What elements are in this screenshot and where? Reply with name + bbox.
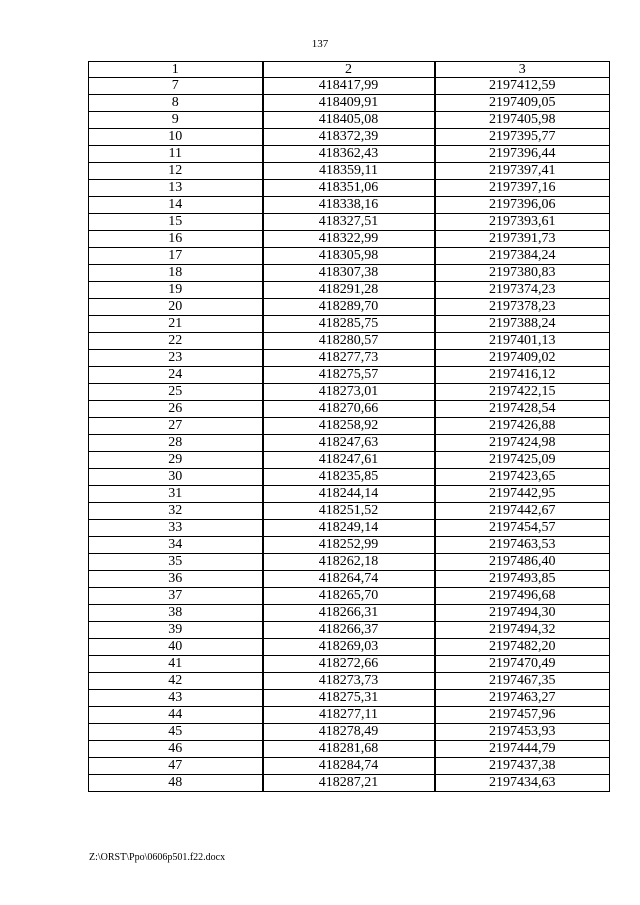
y-coordinate-cell: 2197424,98: [435, 435, 610, 452]
point-number-cell: 42: [89, 673, 263, 690]
point-number-cell: 19: [89, 282, 263, 299]
x-coordinate-cell: 418284,74: [263, 758, 435, 775]
y-coordinate-cell: 2197457,96: [435, 707, 610, 724]
x-coordinate-cell: 418277,73: [263, 350, 435, 367]
x-coordinate-cell: 418258,92: [263, 418, 435, 435]
point-number-cell: 32: [89, 503, 263, 520]
y-coordinate-cell: 2197422,15: [435, 384, 610, 401]
x-coordinate-cell: 418247,61: [263, 452, 435, 469]
footer-file-path: Z:\ORST\Ppo\0606p501.f22.docx: [89, 852, 226, 863]
point-number-cell: 45: [89, 724, 263, 741]
table-row: [89, 367, 610, 384]
x-coordinate-cell: 418280,57: [263, 333, 435, 350]
x-coordinate-cell: 418266,37: [263, 622, 435, 639]
y-coordinate-cell: 2197423,65: [435, 469, 610, 486]
y-coordinate-cell: 2197437,38: [435, 758, 610, 775]
x-coordinate-cell: 418262,18: [263, 554, 435, 571]
point-number-cell: 8: [89, 95, 263, 112]
y-coordinate-cell: 2197496,68: [435, 588, 610, 605]
y-coordinate-cell: 2197426,88: [435, 418, 610, 435]
point-number-cell: 25: [89, 384, 263, 401]
x-coordinate-cell: 418285,75: [263, 316, 435, 333]
table-row: [89, 418, 610, 435]
table-row: [89, 656, 610, 673]
y-coordinate-cell: 2197405,98: [435, 112, 610, 129]
x-coordinate-cell: 418252,99: [263, 537, 435, 554]
point-number-cell: 39: [89, 622, 263, 639]
y-coordinate-cell: 2197391,73: [435, 231, 610, 248]
point-number-cell: 20: [89, 299, 263, 316]
y-coordinate-cell: 2197380,83: [435, 265, 610, 282]
point-number-cell: 27: [89, 418, 263, 435]
y-coordinate-cell: 2197384,24: [435, 248, 610, 265]
header-cell-point-number: 1: [89, 62, 263, 78]
point-number-cell: 22: [89, 333, 263, 350]
point-number-cell: 17: [89, 248, 263, 265]
table-row: [89, 333, 610, 350]
x-coordinate-cell: 418327,51: [263, 214, 435, 231]
x-coordinate-cell: 418372,39: [263, 129, 435, 146]
y-coordinate-cell: 2197493,85: [435, 571, 610, 588]
x-coordinate-cell: 418289,70: [263, 299, 435, 316]
point-number-cell: 18: [89, 265, 263, 282]
table-row: [89, 384, 610, 401]
table-row: [89, 265, 610, 282]
point-number-cell: 31: [89, 486, 263, 503]
point-number-cell: 23: [89, 350, 263, 367]
y-coordinate-cell: 2197434,63: [435, 775, 610, 792]
coordinates-table: [88, 61, 610, 792]
table-body: [89, 62, 610, 792]
y-coordinate-cell: 2197494,32: [435, 622, 610, 639]
x-coordinate-cell: 418277,11: [263, 707, 435, 724]
point-number-cell: 26: [89, 401, 263, 418]
x-coordinate-cell: 418359,11: [263, 163, 435, 180]
y-coordinate-cell: 2197467,35: [435, 673, 610, 690]
x-coordinate-cell: 418264,74: [263, 571, 435, 588]
x-coordinate-cell: 418273,01: [263, 384, 435, 401]
y-coordinate-cell: 2197397,16: [435, 180, 610, 197]
table-row: [89, 299, 610, 316]
table-row: [89, 469, 610, 486]
y-coordinate-cell: 2197486,40: [435, 554, 610, 571]
table-row: [89, 741, 610, 758]
x-coordinate-cell: 418322,99: [263, 231, 435, 248]
y-coordinate-cell: 2197463,27: [435, 690, 610, 707]
table-row: [89, 673, 610, 690]
x-coordinate-cell: 418362,43: [263, 146, 435, 163]
x-coordinate-cell: 418275,57: [263, 367, 435, 384]
y-coordinate-cell: 2197393,61: [435, 214, 610, 231]
y-coordinate-cell: 2197401,13: [435, 333, 610, 350]
y-coordinate-cell: 2197470,49: [435, 656, 610, 673]
y-coordinate-cell: 2197454,57: [435, 520, 610, 537]
table-row: [89, 435, 610, 452]
table-row: [89, 112, 610, 129]
x-coordinate-cell: 418251,52: [263, 503, 435, 520]
table-row: [89, 316, 610, 333]
y-coordinate-cell: 2197416,12: [435, 367, 610, 384]
x-coordinate-cell: 418281,68: [263, 741, 435, 758]
y-coordinate-cell: 2197412,59: [435, 78, 610, 95]
y-coordinate-cell: 2197409,05: [435, 95, 610, 112]
table-row: [89, 520, 610, 537]
y-coordinate-cell: 2197374,23: [435, 282, 610, 299]
x-coordinate-cell: 418405,08: [263, 112, 435, 129]
x-coordinate-cell: 418409,91: [263, 95, 435, 112]
point-number-cell: 29: [89, 452, 263, 469]
point-number-cell: 9: [89, 112, 263, 129]
table-row: [89, 775, 610, 792]
point-number-cell: 13: [89, 180, 263, 197]
x-coordinate-cell: 418247,63: [263, 435, 435, 452]
y-coordinate-cell: 2197395,77: [435, 129, 610, 146]
table-row: [89, 571, 610, 588]
point-number-cell: 14: [89, 197, 263, 214]
y-coordinate-cell: 2197442,95: [435, 486, 610, 503]
point-number-cell: 21: [89, 316, 263, 333]
point-number-cell: 12: [89, 163, 263, 180]
table-row: [89, 95, 610, 112]
point-number-cell: 38: [89, 605, 263, 622]
table-row: [89, 639, 610, 656]
point-number-cell: 34: [89, 537, 263, 554]
table-row: [89, 503, 610, 520]
point-number-cell: 16: [89, 231, 263, 248]
table-row: [89, 588, 610, 605]
x-coordinate-cell: 418265,70: [263, 588, 435, 605]
point-number-cell: 40: [89, 639, 263, 656]
x-coordinate-cell: 418351,06: [263, 180, 435, 197]
table-row: [89, 758, 610, 775]
point-number-cell: 24: [89, 367, 263, 384]
table-row: [89, 707, 610, 724]
point-number-cell: 30: [89, 469, 263, 486]
table-row: [89, 78, 610, 95]
table-header-row: [89, 62, 610, 78]
table-row: [89, 163, 610, 180]
y-coordinate-cell: 2197388,24: [435, 316, 610, 333]
y-coordinate-cell: 2197442,67: [435, 503, 610, 520]
point-number-cell: 36: [89, 571, 263, 588]
table-row: [89, 231, 610, 248]
point-number-cell: 37: [89, 588, 263, 605]
x-coordinate-cell: 418266,31: [263, 605, 435, 622]
x-coordinate-cell: 418270,66: [263, 401, 435, 418]
table-row: [89, 401, 610, 418]
x-coordinate-cell: 418307,38: [263, 265, 435, 282]
x-coordinate-cell: 418305,98: [263, 248, 435, 265]
x-coordinate-cell: 418272,66: [263, 656, 435, 673]
point-number-cell: 48: [89, 775, 263, 792]
header-cell-y: 3: [435, 62, 610, 78]
y-coordinate-cell: 2197425,09: [435, 452, 610, 469]
y-coordinate-cell: 2197444,79: [435, 741, 610, 758]
table-row: [89, 622, 610, 639]
x-coordinate-cell: 418249,14: [263, 520, 435, 537]
y-coordinate-cell: 2197463,53: [435, 537, 610, 554]
table-row: [89, 724, 610, 741]
y-coordinate-cell: 2197396,06: [435, 197, 610, 214]
table-row: [89, 180, 610, 197]
header-cell-x: 2: [263, 62, 435, 78]
x-coordinate-cell: 418235,85: [263, 469, 435, 486]
table-row: [89, 690, 610, 707]
point-number-cell: 33: [89, 520, 263, 537]
point-number-cell: 28: [89, 435, 263, 452]
x-coordinate-cell: 418338,16: [263, 197, 435, 214]
x-coordinate-cell: 418275,31: [263, 690, 435, 707]
x-coordinate-cell: 418244,14: [263, 486, 435, 503]
table-row: [89, 282, 610, 299]
point-number-cell: 15: [89, 214, 263, 231]
table-row: [89, 605, 610, 622]
y-coordinate-cell: 2197428,54: [435, 401, 610, 418]
point-number-cell: 47: [89, 758, 263, 775]
point-number-cell: 35: [89, 554, 263, 571]
table-row: [89, 350, 610, 367]
x-coordinate-cell: 418287,21: [263, 775, 435, 792]
y-coordinate-cell: 2197494,30: [435, 605, 610, 622]
x-coordinate-cell: 418291,28: [263, 282, 435, 299]
table-row: [89, 452, 610, 469]
page-number: 137: [311, 38, 329, 50]
y-coordinate-cell: 2197396,44: [435, 146, 610, 163]
x-coordinate-cell: 418269,03: [263, 639, 435, 656]
y-coordinate-cell: 2197378,23: [435, 299, 610, 316]
point-number-cell: 11: [89, 146, 263, 163]
point-number-cell: 43: [89, 690, 263, 707]
point-number-cell: 10: [89, 129, 263, 146]
x-coordinate-cell: 418278,49: [263, 724, 435, 741]
table-row: [89, 197, 610, 214]
point-number-cell: 46: [89, 741, 263, 758]
table-row: [89, 554, 610, 571]
point-number-cell: 44: [89, 707, 263, 724]
table-row: [89, 486, 610, 503]
x-coordinate-cell: 418273,73: [263, 673, 435, 690]
point-number-cell: 41: [89, 656, 263, 673]
table-row: [89, 146, 610, 163]
table-row: [89, 248, 610, 265]
table-row: [89, 214, 610, 231]
table-row: [89, 537, 610, 554]
y-coordinate-cell: 2197409,02: [435, 350, 610, 367]
y-coordinate-cell: 2197482,20: [435, 639, 610, 656]
point-number-cell: 7: [89, 78, 263, 95]
table-row: [89, 129, 610, 146]
y-coordinate-cell: 2197453,93: [435, 724, 610, 741]
x-coordinate-cell: 418417,99: [263, 78, 435, 95]
y-coordinate-cell: 2197397,41: [435, 163, 610, 180]
